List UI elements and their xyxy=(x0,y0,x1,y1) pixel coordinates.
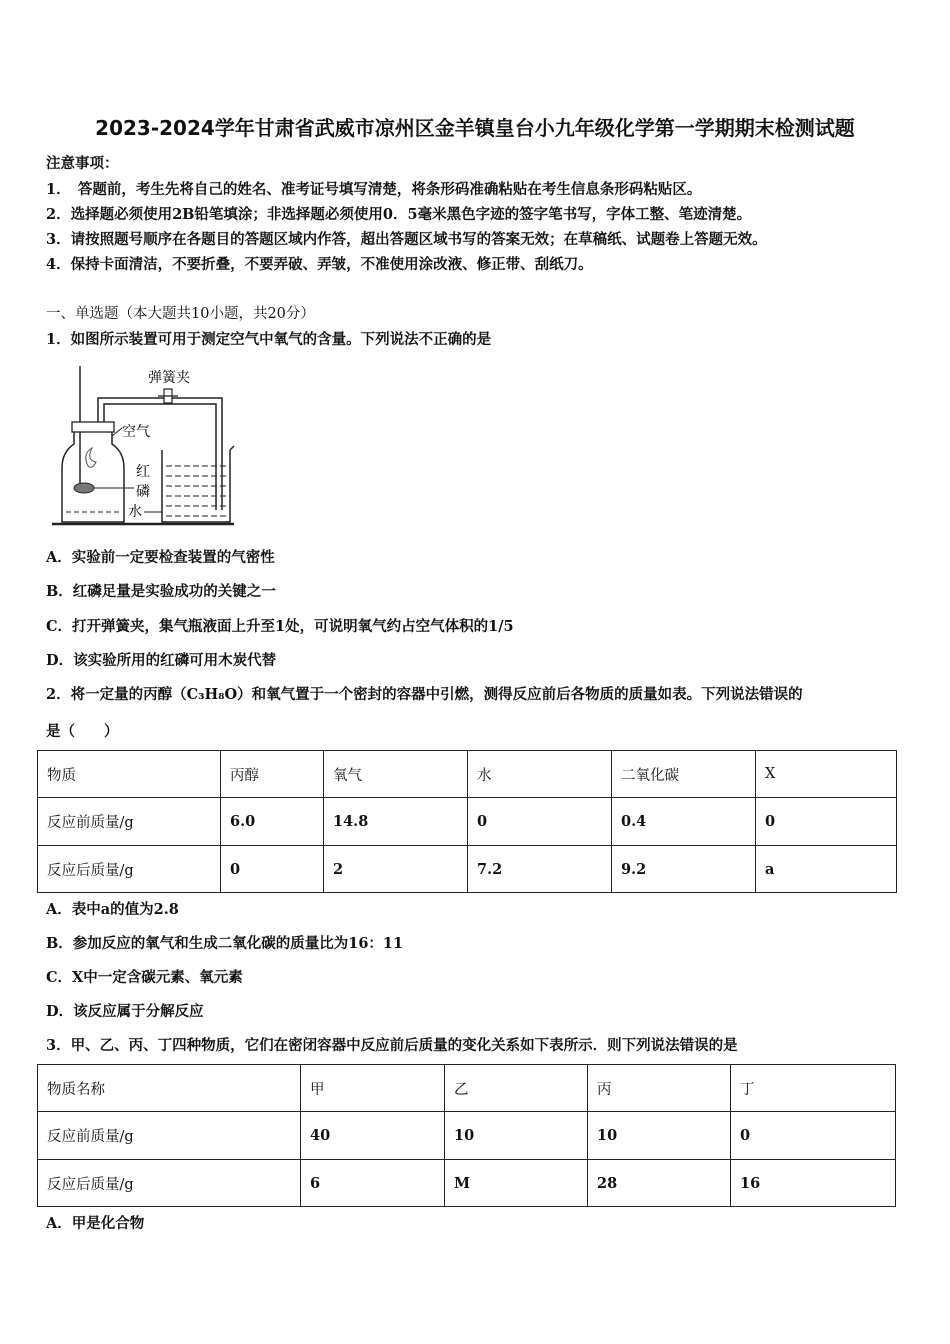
q2-stem-line2: 是（ ） xyxy=(46,723,119,740)
table-cell: X xyxy=(756,751,897,798)
q3-table xyxy=(37,1064,896,1207)
q2-option-a: A．表中a的值为2.8 xyxy=(46,901,179,918)
q2-option-b: B．参加反应的氧气和生成二氧化碳的质量比为16：11 xyxy=(46,935,404,952)
q2-stem-line1: 2．将一定量的丙醇（C₃H₈O）和氧气置于一个密封的容器中引燃，测得反应前后各物质的质量如表。下列说法错误的 xyxy=(46,686,803,703)
clamp-label: 弹簧夹 xyxy=(148,370,190,386)
page-title: 2023-2024学年甘肃省武威市凉州区金羊镇皇台小九年级化学第一学期期末检测试题 xyxy=(95,116,855,140)
table-cell: 0 xyxy=(468,798,612,846)
table-cell: 丙醇 xyxy=(221,751,324,798)
table-cell: 物质名称 xyxy=(38,1065,301,1112)
q1-option-b: B．红磷足量是实验成功的关键之一 xyxy=(46,583,276,600)
air-label: 空气 xyxy=(122,424,150,440)
table-cell: 7.2 xyxy=(468,846,612,893)
notice-item: 2．选择题必须使用2B铅笔填涂；非选择题必须使用0．5毫米黑色字迹的签字笔书写，字体工整、笔迹清楚。 xyxy=(46,206,752,223)
q3-stem: 3．甲、乙、丙、丁四种物质，它们在密闭容器中反应前后质量的变化关系如下表所示．则下列说法错误的是 xyxy=(46,1037,738,1054)
table-cell: 物质 xyxy=(38,751,221,798)
q3-option-a: A．甲是化合物 xyxy=(46,1215,145,1232)
table-row xyxy=(38,798,897,846)
table-cell: a xyxy=(756,846,897,893)
table-cell: 氧气 xyxy=(324,751,468,798)
q1-option-d: D．该实验所用的红磷可用木炭代替 xyxy=(46,652,277,669)
notice-item: 4．保持卡面清洁，不要折叠，不要弄破、弄皱，不准使用涂改液、修正带、刮纸刀。 xyxy=(46,256,593,273)
notice-item: 3．请按照题号顺序在各题目的答题区域内作答，超出答题区域书写的答案无效；在草稿纸、试题卷上答题无效。 xyxy=(46,231,767,248)
table-cell: 0 xyxy=(731,1112,896,1160)
notice-heading: 注意事项： xyxy=(46,155,119,172)
table-cell: 2 xyxy=(324,846,468,893)
table-cell: 9.2 xyxy=(612,846,756,893)
water-label: 水 xyxy=(128,504,142,520)
table-cell: 丙 xyxy=(588,1065,731,1112)
table-cell: 10 xyxy=(588,1112,731,1160)
table-cell: 反应后质量/g xyxy=(38,846,221,893)
table-cell: 反应前质量/g xyxy=(38,1112,301,1160)
q2-option-c: C．X中一定含碳元素、氧元素 xyxy=(46,969,243,986)
table-cell: 0.4 xyxy=(612,798,756,846)
q1-option-a: A．实验前一定要检查装置的气密性 xyxy=(46,549,275,566)
table-cell: 10 xyxy=(445,1112,588,1160)
q1-option-c: C．打开弹簧夹，集气瓶液面上升至1处，可说明氧气约占空气体积的1/5 xyxy=(46,618,514,635)
oxygen-apparatus-figure xyxy=(52,362,242,528)
table-cell: 甲 xyxy=(301,1065,445,1112)
red-phosphorus-label-1: 红 xyxy=(136,464,150,480)
table-cell: 0 xyxy=(221,846,324,893)
table-row xyxy=(38,1112,896,1160)
table-header-row xyxy=(38,1065,896,1112)
table-cell: 反应后质量/g xyxy=(38,1160,301,1207)
notice-item: 1． 答题前，考生先将自己的姓名、准考证号填写清楚，将条形码准确粘贴在考生信息条形码粘贴区。 xyxy=(46,181,702,198)
table-cell: 6.0 xyxy=(221,798,324,846)
table-cell: M xyxy=(445,1160,588,1207)
table-cell: 28 xyxy=(588,1160,731,1207)
q2-table xyxy=(37,750,897,893)
table-row xyxy=(38,846,897,893)
table-cell: 6 xyxy=(301,1160,445,1207)
table-header-row xyxy=(38,751,897,798)
q1-stem: 1．如图所示装置可用于测定空气中氧气的含量。下列说法不正确的是 xyxy=(46,331,492,348)
section-heading: 一、单选题（本大题共10小题，共20分） xyxy=(46,306,315,322)
table-row xyxy=(38,1160,896,1207)
table-cell: 反应前质量/g xyxy=(38,798,221,846)
table-cell: 乙 xyxy=(445,1065,588,1112)
table-cell: 丁 xyxy=(731,1065,896,1112)
q2-option-d: D．该反应属于分解反应 xyxy=(46,1003,204,1020)
table-cell: 0 xyxy=(756,798,897,846)
table-cell: 二氧化碳 xyxy=(612,751,756,798)
table-cell: 水 xyxy=(468,751,612,798)
table-cell: 40 xyxy=(301,1112,445,1160)
red-phosphorus-label-2: 磷 xyxy=(136,484,150,500)
table-cell: 14.8 xyxy=(324,798,468,846)
table-cell: 16 xyxy=(731,1160,896,1207)
